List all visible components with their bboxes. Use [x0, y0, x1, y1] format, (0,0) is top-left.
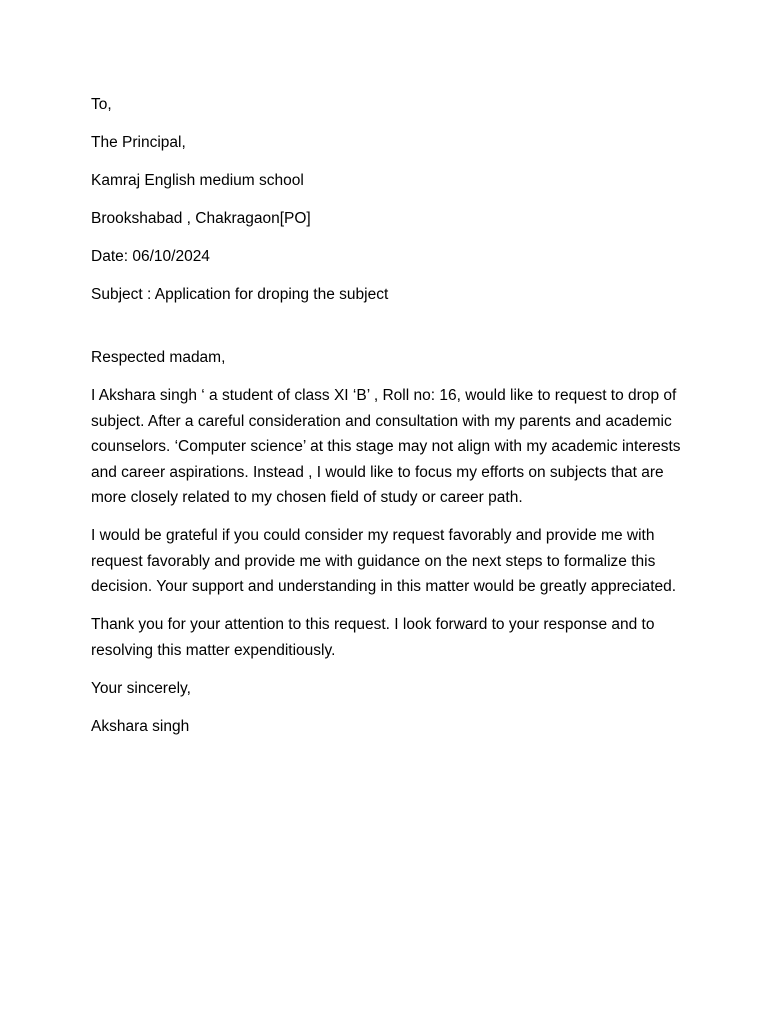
closing: Your sincerely,: [91, 679, 191, 697]
school-address: Brookshabad , Chakragaon[PO]: [91, 210, 311, 227]
letter-date: Date: 06/10/2024: [91, 248, 210, 265]
to-line: To,: [91, 96, 112, 113]
paragraph-thanks: Thank you for your attention to this request. I look forward to your response and to resolving this matter expenditiously.: [91, 616, 655, 659]
letter-subject: Subject : Application for droping the subject: [91, 286, 389, 303]
salutation: Respected madam,: [91, 349, 226, 366]
letter-body: [91, 92, 681, 752]
signature: Akshara singh: [91, 717, 190, 735]
paragraph-gratitude: I would be grateful if you could consider my request favorably and provide me with request favorably and provide me with guidance on the next steps to formalize this decision. Your support and understanding in this matter would be greatly appreciated.: [91, 527, 677, 595]
paragraph-request: I Akshara singh ‘ a student of class XI ‘B’ , Roll no: 16, would like to request to drop of subject. After a careful consideration and consultation with my parents and academic counselors. ‘Computer science’ at this stage may not align with my academic interests and career aspirations. Instead , I would like to focus my efforts on subjects that are more closely related to my chosen field of study or career path.: [91, 387, 681, 506]
blank-line: [91, 320, 681, 345]
school-name: Kamraj English medium school: [91, 172, 304, 189]
recipient-line: The Principal,: [91, 134, 186, 151]
